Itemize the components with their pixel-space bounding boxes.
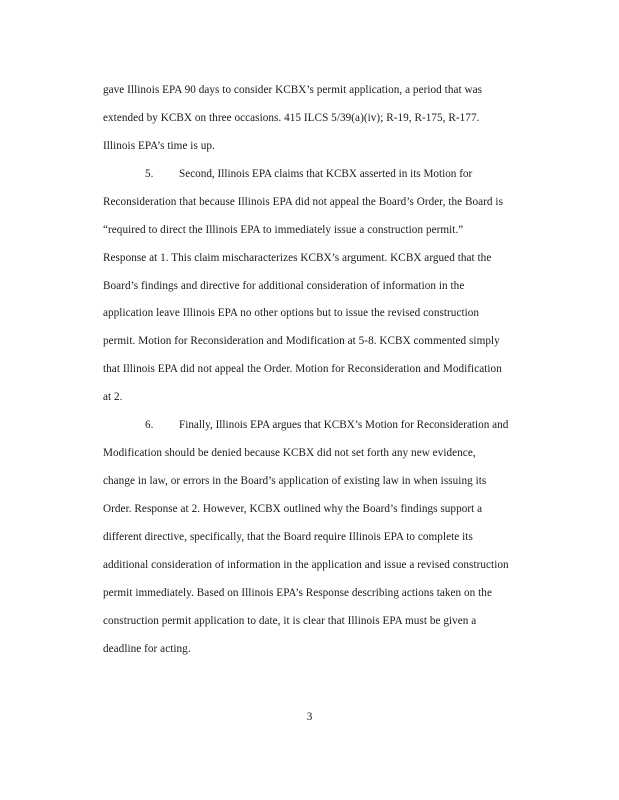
text-line: different directive, specifically, that the Board require Illinois EPA to complete its — [103, 531, 473, 543]
text-line: additional consideration of information in the application and issue a revised construction — [103, 559, 509, 571]
paragraph-number: 5. — [145, 168, 154, 180]
text-line: application leave Illinois EPA no other options but to issue the revised construction — [103, 307, 480, 319]
text-line: construction permit application to date, it is clear that Illinois EPA must be given a — [103, 615, 477, 627]
page-number: 3 — [306, 711, 313, 723]
text-line: permit. Motion for Reconsideration and Modification at 5-8. KCBX commented simply — [103, 335, 500, 347]
text-line: gave Illinois EPA 90 days to consider KCBX’s permit application, a period that was — [103, 84, 483, 96]
text-line: Order. Response at 2. However, KCBX outlined why the Board’s findings support a — [103, 503, 483, 515]
paragraph-number: 6. — [145, 419, 154, 431]
text-line: permit immediately. Based on Illinois EPA’s Response describing actions taken on the — [103, 587, 492, 599]
text-line: Board’s findings and directive for additional consideration of information in the — [103, 280, 465, 292]
text-line: Modification should be denied because KCBX did not set forth any new evidence, — [103, 447, 476, 459]
text-line: Finally, Illinois EPA argues that KCBX’s Motion for Reconsideration and — [179, 419, 509, 431]
text-line: “required to direct the Illinois EPA to immediately issue a construction permit.” — [103, 224, 464, 236]
text-line: that Illinois EPA did not appeal the Order. Motion for Reconsideration and Modification — [103, 363, 502, 375]
text-line: at 2. — [103, 391, 123, 403]
text-line: deadline for acting. — [103, 643, 191, 655]
text-line: extended by KCBX on three occasions. 415 ILCS 5/39(a)(iv); R-19, R-175, R-177. — [103, 112, 480, 124]
text-line: Illinois EPA’s time is up. — [103, 140, 215, 152]
text-line: Second, Illinois EPA claims that KCBX asserted in its Motion for — [179, 168, 473, 180]
text-line: Reconsideration that because Illinois EPA did not appeal the Board’s Order, the Board is — [103, 196, 503, 208]
text-line: Response at 1. This claim mischaracterizes KCBX’s argument. KCBX argued that the — [103, 252, 492, 264]
text-line: change in law, or errors in the Board’s application of existing law in when issuing its — [103, 475, 487, 487]
